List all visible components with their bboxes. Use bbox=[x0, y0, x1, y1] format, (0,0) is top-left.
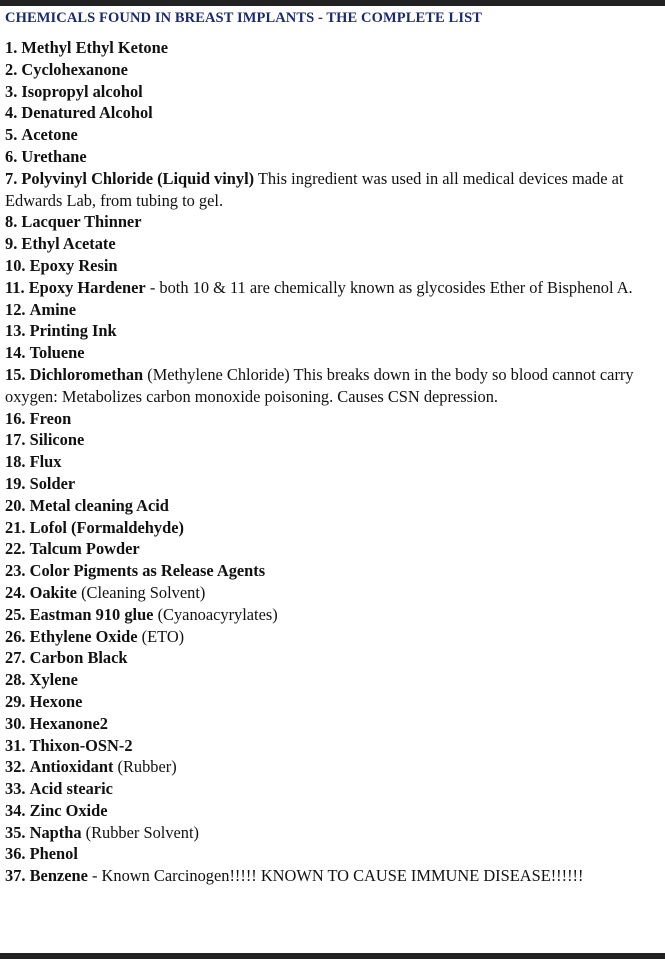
chemical-name: Metal cleaning Acid bbox=[29, 495, 169, 515]
chemical-name: Eastman 910 glue bbox=[29, 604, 154, 624]
chemical-name: Cyclohexanone bbox=[21, 59, 128, 79]
list-item bbox=[5, 713, 660, 735]
chemical-name: Urethane bbox=[21, 146, 87, 166]
item-number: 27. bbox=[5, 648, 26, 668]
chemical-name: Phenol bbox=[29, 844, 78, 864]
chemical-name: Hexanone2 bbox=[29, 713, 108, 733]
list-item bbox=[5, 211, 660, 233]
chemical-name: Benzene bbox=[29, 866, 88, 886]
list-item bbox=[5, 408, 660, 430]
list-item bbox=[5, 691, 660, 713]
chemical-name: Denatured Alcohol bbox=[21, 103, 153, 123]
item-number: 11. bbox=[5, 277, 25, 297]
chemical-name: Solder bbox=[29, 473, 76, 493]
document-page bbox=[5, 8, 660, 887]
list-item bbox=[5, 778, 660, 800]
chemical-name: Printing Ink bbox=[29, 321, 117, 341]
top-border bbox=[0, 0, 665, 6]
list-item bbox=[5, 735, 660, 757]
item-number: 32. bbox=[5, 757, 26, 777]
list-item bbox=[5, 124, 660, 146]
list-item bbox=[5, 560, 660, 582]
list-item bbox=[5, 843, 660, 865]
item-number: 31. bbox=[5, 735, 26, 755]
chemical-note: (Cleaning Solvent) bbox=[81, 582, 206, 602]
list-item bbox=[5, 429, 660, 451]
list-item bbox=[5, 146, 660, 168]
chemical-name: Toluene bbox=[29, 343, 85, 363]
list-item bbox=[5, 538, 660, 560]
item-number: 30. bbox=[5, 713, 26, 733]
chemical-name: Carbon Black bbox=[29, 648, 128, 668]
item-number: 8. bbox=[5, 212, 18, 232]
list-item bbox=[5, 517, 660, 539]
list-item bbox=[5, 342, 660, 364]
list-item bbox=[5, 451, 660, 473]
item-number: 18. bbox=[5, 452, 26, 472]
chemical-name: Methyl Ethyl Ketone bbox=[21, 38, 168, 57]
chemical-name: Epoxy Hardener bbox=[28, 277, 146, 297]
chemical-note: This ingredient was used in all medical devices made at Edwards Lab, from tubing to gel. bbox=[5, 168, 624, 210]
chemical-name: Lacquer Thinner bbox=[21, 212, 142, 232]
list-item bbox=[5, 81, 660, 103]
item-number: 7. bbox=[5, 168, 18, 188]
chemical-name: Polyvinyl Chloride (Liquid vinyl) bbox=[21, 168, 255, 188]
item-number: 33. bbox=[5, 779, 26, 799]
item-number: 14. bbox=[5, 343, 26, 363]
chemical-note: (Cyanoacyrylates) bbox=[157, 604, 278, 624]
chemical-name: Acid stearic bbox=[29, 779, 113, 799]
chemical-note: (Rubber) bbox=[117, 757, 177, 777]
chemical-note: - Known Carcinogen!!!!! KNOWN TO CAUSE IMMUNE DISEASE!!!!!! bbox=[91, 866, 584, 886]
item-number: 34. bbox=[5, 800, 26, 820]
item-number: 36. bbox=[5, 844, 26, 864]
list-item bbox=[5, 800, 660, 822]
list-item bbox=[5, 364, 660, 408]
chemical-name: Ethylene Oxide bbox=[29, 626, 138, 646]
item-number: 9. bbox=[5, 234, 18, 254]
chemical-name: Hexone bbox=[29, 691, 83, 711]
item-number: 10. bbox=[5, 255, 26, 275]
chemical-note: - both 10 & 11 are chemically known as glycosides Ether of Bisphenol A. bbox=[149, 277, 633, 297]
chemical-name: Oakite bbox=[29, 582, 77, 602]
list-item bbox=[5, 233, 660, 255]
bottom-border bbox=[0, 953, 665, 959]
list-item bbox=[5, 277, 660, 299]
list-item bbox=[5, 822, 660, 844]
item-number: 23. bbox=[5, 561, 26, 581]
chemical-name: Antioxidant bbox=[29, 757, 114, 777]
chemical-name: Talcum Powder bbox=[29, 539, 140, 559]
item-number: 4. bbox=[5, 103, 18, 123]
item-number: 17. bbox=[5, 430, 26, 450]
chemical-note: (Methylene Chloride) This breaks down in the body so blood cannot carry oxygen: Metabolizes carbon monoxide poisoning. Causes CSN depression. bbox=[5, 364, 634, 406]
list-item bbox=[5, 37, 660, 59]
chemical-name: Epoxy Resin bbox=[29, 255, 118, 275]
chemical-name: Lofol (Formaldehyde) bbox=[29, 517, 184, 537]
item-number: 26. bbox=[5, 626, 26, 646]
chemical-name: Dichloromethan bbox=[29, 364, 144, 384]
item-number: 21. bbox=[5, 517, 26, 537]
item-number: 16. bbox=[5, 408, 26, 428]
item-number: 37. bbox=[5, 866, 26, 886]
chemical-name: Freon bbox=[29, 408, 72, 428]
list-item bbox=[5, 102, 660, 124]
item-number: 20. bbox=[5, 495, 26, 515]
item-number: 12. bbox=[5, 299, 26, 319]
chemical-name: Naptha bbox=[29, 822, 82, 842]
item-number: 5. bbox=[5, 125, 18, 145]
item-number: 25. bbox=[5, 604, 26, 624]
list-item bbox=[5, 320, 660, 342]
list-item bbox=[5, 756, 660, 778]
chemical-note: (ETO) bbox=[141, 626, 185, 646]
item-number: 13. bbox=[5, 321, 26, 341]
page-title: CHEMICALS FOUND IN BREAST IMPLANTS - THE COMPLETE LIST bbox=[5, 10, 483, 26]
chemical-name: Isopropyl alcohol bbox=[21, 81, 143, 101]
list-item bbox=[5, 865, 660, 887]
list-item bbox=[5, 299, 660, 321]
list-item bbox=[5, 473, 660, 495]
chemical-name: Acetone bbox=[21, 125, 78, 145]
list-item bbox=[5, 604, 660, 626]
item-number: 3. bbox=[5, 81, 18, 101]
list-item bbox=[5, 255, 660, 277]
list-item bbox=[5, 59, 660, 81]
item-number: 22. bbox=[5, 539, 26, 559]
item-number: 19. bbox=[5, 473, 26, 493]
item-number: 2. bbox=[5, 59, 18, 79]
chemical-name: Color Pigments as Release Agents bbox=[29, 561, 266, 581]
item-number: 35. bbox=[5, 822, 26, 842]
chemical-note: (Rubber Solvent) bbox=[85, 822, 199, 842]
item-number: 28. bbox=[5, 670, 26, 690]
list-item bbox=[5, 647, 660, 669]
item-number: 29. bbox=[5, 691, 26, 711]
list-item bbox=[5, 626, 660, 648]
chemical-name: Thixon-OSN-2 bbox=[29, 735, 133, 755]
chemical-name: Flux bbox=[29, 452, 62, 472]
chemical-name: Amine bbox=[29, 299, 77, 319]
chemical-name: Zinc Oxide bbox=[29, 800, 108, 820]
item-number: 15. bbox=[5, 364, 26, 384]
chemical-name: Ethyl Acetate bbox=[21, 234, 116, 254]
chemical-name: Xylene bbox=[29, 670, 78, 690]
chemical-list bbox=[5, 37, 660, 887]
item-number: 6. bbox=[5, 146, 18, 166]
item-number: 1. bbox=[5, 38, 18, 57]
list-item bbox=[5, 168, 660, 212]
item-number: 24. bbox=[5, 582, 26, 602]
list-item bbox=[5, 669, 660, 691]
list-item bbox=[5, 495, 660, 517]
list-item bbox=[5, 582, 660, 604]
chemical-name: Silicone bbox=[29, 430, 85, 450]
